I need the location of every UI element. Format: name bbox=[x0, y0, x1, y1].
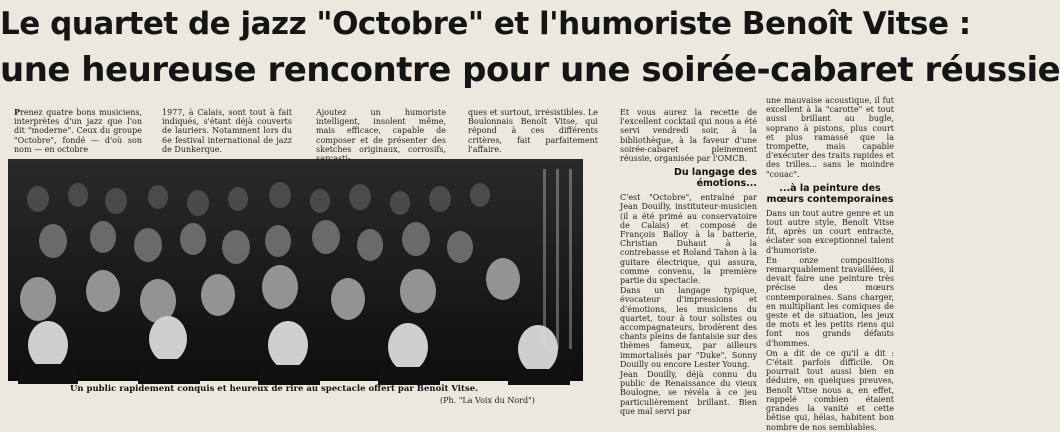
column-1-text: Prenez quatre bons musiciens, interprètes d'un jazz que l'on dit "moderne". Ceux du groupe "Octobre", fondé — d'où son nom — en octobre bbox=[14, 107, 142, 154]
photo-credit: (Ph. "La Voix du Nord") bbox=[440, 396, 535, 405]
column-5-paragraph-3: Jean Douilly, déjà connu du public de Renaissance du vieux Boulogne, se révéla à ce jeu particulièrement brillant. Bien que mal servi par bbox=[620, 370, 757, 416]
column-2-text: 1977, à Calais, sont tout à fait indiqués, s'étant déjà couverts de lauriers. Notamment lors du 6e festival international de jazz de Dunkerque. bbox=[162, 108, 292, 154]
article-column-3 bbox=[316, 108, 446, 156]
column-5-paragraph-1: C'est "Octobre", entraîné par Jean Douilly, instituteur-musicien (il a été primé au conservatoire de Calais) et composé de François Balloy à la batterie, Christian Duhaut à la contrebasse et Roland Tahon à la guitare électrique, qui assura, comme convenu, la première partie du spectacle. bbox=[620, 193, 757, 286]
photo-caption: Un public rapidement conquis et heureux de rire au spectacle offert par Benoît Vitse. bbox=[70, 384, 479, 394]
article-column-6 bbox=[766, 96, 894, 432]
column-5-paragraph-2: Dans un langage typique, évocateur d'impressions et d'émotions, les musiciens du quartet, tour à tour solistes ou accompagnateurs, brodèrent des chants pleins de fantaisie sur des thèmes fameux, par ailleurs immortalisés par "Duke", Sonny Douilly ou encore Lester Young. bbox=[620, 286, 757, 369]
column-5-intro: Et vous aurez la recette de l'excellent cocktail qui nous a été servi vendredi soir, à la bibliothèque, à la faveur d'une soirée-cabaret pleinement réussie, organisée par l'OMCB. bbox=[620, 108, 757, 164]
column-6-paragraph-1: Dans un tout autre genre et un tout autre style, Benoît Vitse fit, après un court entracte, éclater son exceptionnel talent d'humoriste. bbox=[766, 208, 894, 255]
subhead-peinture: ...à la peinture des mœurs contemporaines bbox=[766, 182, 894, 205]
column-3-text: Ajoutez un humoriste intelligent, insolent même, mais efficace, capable de composer et de présenter des sketches originaux, corrosifs, bbox=[316, 108, 446, 154]
article-column-5 bbox=[620, 108, 757, 416]
column-6-paragraph-3: On a dit de ce qu'il a dit : C'était parfois difficile. On pourrait tout aussi bien en déduire, en quelques preuves, Benoît Vitse nous a, en effet, rappelé combien étaient grandes la vanité et cette bêtise qui, hélas, habitent bon nombre de nos semblables. bbox=[766, 348, 894, 432]
article-column-2 bbox=[162, 108, 292, 156]
audience-photo bbox=[8, 159, 583, 381]
subhead-langage: Du langage des émotions... bbox=[673, 167, 757, 190]
audience-illustration bbox=[8, 159, 583, 381]
headline-line-2: une heureuse rencontre pour une soirée-cabaret réussie bbox=[0, 50, 1060, 90]
column-6-intro: une mauvaise acoustique, il fut excellent à la "carotte" et tout aussi brillant au bugle, soprano à pistons, plus court et plus ramassé que la trompette, mais capable d'exécuter des traits rapides et des trilles... sans le moindre "couac". bbox=[766, 96, 894, 179]
article-column-1 bbox=[14, 108, 142, 156]
column-6-paragraph-2: En onze compositions remarquablement travaillées, il devait faire une peinture très précise des mœurs contemporaines. Sans charger, en multipliant les comiques de geste et de situation, les jeux de mots et les petits riens qui font nos grands défauts d'hommes. bbox=[766, 255, 894, 348]
article-column-4 bbox=[468, 108, 598, 156]
column-4-text: ques et surtout, irrésistibles. Le Boulonnais Benoît Vitse, qui répond à ces différents critères, fait parfaitement l'affaire. bbox=[468, 108, 598, 154]
headline-line-1: Le quartet de jazz "Octobre" et l'humoriste Benoît Vitse : bbox=[0, 6, 971, 42]
